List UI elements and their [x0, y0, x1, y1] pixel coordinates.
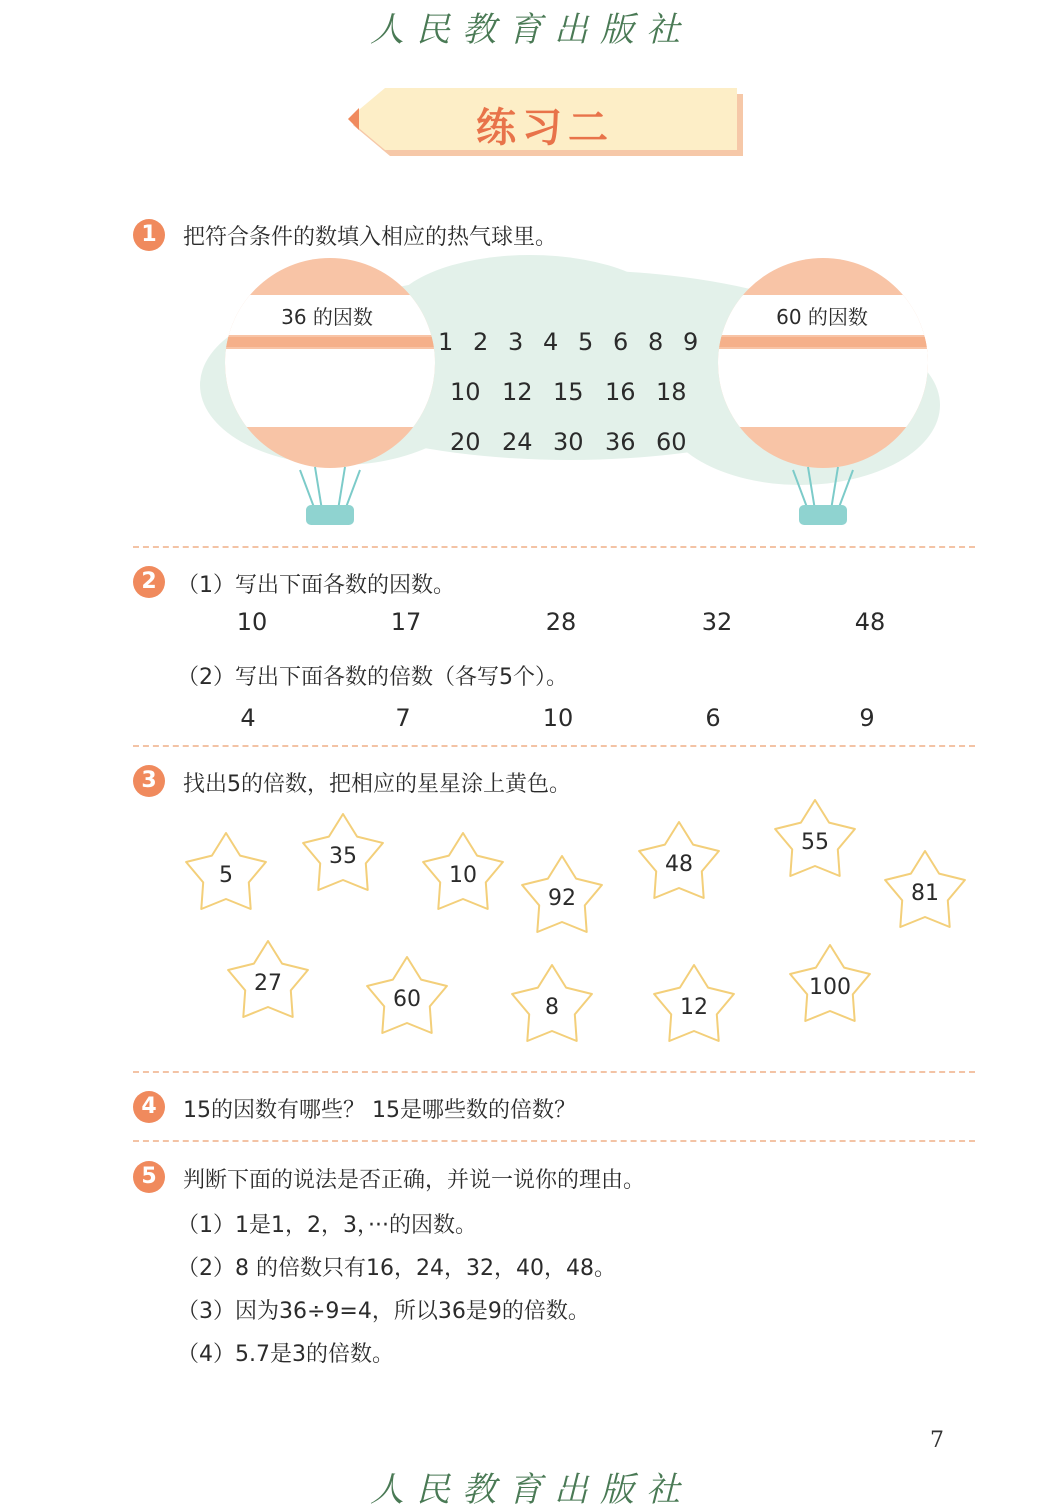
question-5-item: （2）8 的倍数只有16，24，32，40，48。	[177, 1256, 616, 1281]
factor-number: 48	[854, 608, 886, 636]
star[interactable]	[785, 940, 875, 1030]
multiple-number: 6	[705, 704, 721, 732]
grid-number: 9	[683, 328, 699, 356]
star[interactable]	[362, 952, 452, 1042]
question-number-1: 1	[133, 219, 165, 251]
publisher-footer: 人民教育出版社	[370, 1470, 692, 1510]
question-5-text: 判断下面的说法是否正确，并说一说你的理由。	[183, 1168, 646, 1193]
star-number: 55	[801, 830, 829, 855]
factor-number: 17	[390, 608, 422, 636]
grid-number: 3	[508, 328, 524, 356]
question-2-part-1-text: （1）写出下面各数的因数。	[177, 573, 455, 598]
star[interactable]	[223, 936, 313, 1026]
left-balloon-label: 36 的因数	[281, 305, 373, 329]
factor-number: 28	[545, 608, 577, 636]
question-number-5: 5	[133, 1161, 165, 1193]
star[interactable]	[507, 960, 597, 1050]
multiple-number: 10	[542, 704, 574, 732]
star-number: 81	[911, 881, 939, 906]
star-number: 10	[449, 863, 477, 888]
multiple-number: 7	[395, 704, 411, 732]
multiple-number: 9	[859, 704, 875, 732]
star-number: 92	[548, 886, 576, 911]
grid-number: 16	[605, 378, 636, 406]
grid-number: 20	[450, 428, 481, 456]
grid-number: 60	[656, 428, 687, 456]
section-divider	[133, 1140, 975, 1142]
grid-number: 36	[605, 428, 636, 456]
star[interactable]	[418, 828, 508, 918]
question-5-item: （3）因为36÷9=4，所以36是9的倍数。	[177, 1299, 590, 1324]
star[interactable]	[770, 795, 860, 885]
star[interactable]	[880, 846, 970, 936]
star[interactable]	[181, 828, 271, 918]
section-divider	[133, 745, 975, 747]
grid-number: 2	[473, 328, 489, 356]
question-4-text: 15的因数有哪些？ 15是哪些数的倍数？	[183, 1098, 576, 1123]
left-balloon	[220, 255, 440, 530]
question-number-4: 4	[133, 1091, 165, 1123]
grid-number: 8	[648, 328, 664, 356]
question-5-item: （1）1是1，2，3，···的因数。	[177, 1213, 477, 1238]
grid-number: 30	[553, 428, 584, 456]
page-title: 练习二	[476, 104, 614, 151]
grid-number: 18	[656, 378, 687, 406]
question-2-part-2-text: （2）写出下面各数的倍数（各写5个）。	[177, 665, 568, 690]
grid-number: 4	[543, 328, 559, 356]
star-number: 35	[329, 844, 357, 869]
question-number-2: 2	[133, 566, 165, 598]
grid-number: 1	[438, 328, 454, 356]
grid-number: 12	[502, 378, 533, 406]
star[interactable]	[517, 851, 607, 941]
star-number: 27	[254, 971, 282, 996]
grid-number: 24	[502, 428, 533, 456]
section-divider	[133, 1071, 975, 1073]
question-3-text: 找出5的倍数，把相应的星星涂上黄色。	[183, 772, 571, 797]
grid-number: 10	[450, 378, 481, 406]
question-number-3: 3	[133, 765, 165, 797]
question-1-text: 把符合条件的数填入相应的热气球里。	[183, 225, 558, 250]
page-number: 7	[930, 1428, 944, 1453]
star-number: 8	[545, 995, 559, 1020]
right-balloon-label: 60 的因数	[776, 305, 868, 329]
star[interactable]	[649, 960, 739, 1050]
factor-number: 32	[701, 608, 733, 636]
grid-number: 15	[553, 378, 584, 406]
star-number: 60	[393, 987, 421, 1012]
grid-number: 6	[613, 328, 629, 356]
grid-number: 5	[578, 328, 594, 356]
star[interactable]	[634, 817, 724, 907]
star-number: 48	[665, 852, 693, 877]
factor-number: 10	[236, 608, 268, 636]
publisher-header: 人民教育出版社	[370, 10, 692, 50]
right-balloon	[715, 255, 935, 530]
star-number: 5	[219, 863, 233, 888]
section-divider	[133, 546, 975, 548]
star[interactable]	[298, 809, 388, 899]
question-5-item: （4）5.7是3的倍数。	[177, 1342, 394, 1367]
multiple-number: 4	[240, 704, 256, 732]
star-number: 12	[680, 995, 708, 1020]
star-number: 100	[809, 975, 851, 1000]
